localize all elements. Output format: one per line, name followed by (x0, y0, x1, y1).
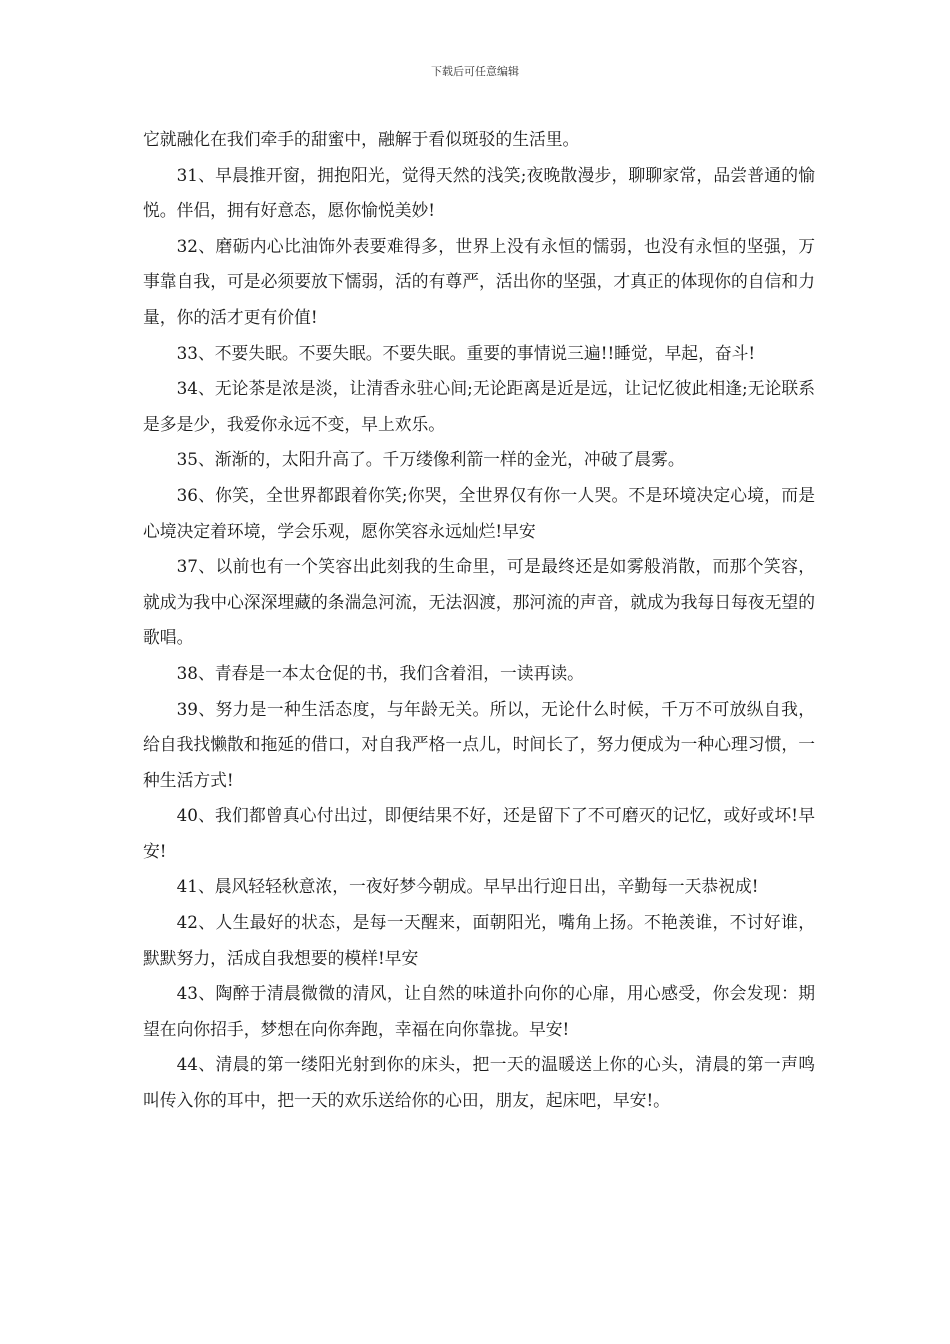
paragraph-continuation: 它就融化在我们牵手的甜蜜中，融解于看似斑驳的生活里。 (143, 129, 580, 149)
paragraph-44: 44、清晨的第一缕阳光射到你的床头，把一天的温暖送上你的心头，清晨的第一声鸣叫传入你的耳中，把一天的欢乐送给你的心田，朋友，起床吧，早安!。 (143, 1054, 815, 1111)
paragraph-34: 34、无论茶是浓是淡，让清香永驻心间;无论距离是近是远，让记忆彼此相逢;无论联系是多是少，我爱你永远不变，早上欢乐。 (143, 378, 815, 434)
paragraph-36: 36、你笑，全世界都跟着你笑;你哭，全世界仅有你一人哭。不是环境决定心境，而是心境决定着环境，学会乐观，愿你笑容永远灿烂!早安 (143, 484, 815, 541)
document-body (143, 122, 815, 1119)
paragraph-42: 42、人生最好的状态，是每一天醒来，面朝阳光，嘴角上扬。不艳羡谁，不讨好谁，默默努力，活成自我想要的模样!早安 (143, 912, 815, 968)
paragraph-39: 39、努力是一种生活态度，与年龄无关。所以，无论什么时候，千万不可放纵自我，给自我找懒散和拖延的借口，对自我严格一点儿，时间长了，努力便成为一种心理习惯，一种生活方式! (143, 698, 815, 790)
paragraph-43: 43、陶醉于清晨微微的清风，让自然的味道扑向你的心扉，用心感受，你会发现：期望在向你招手，梦想在向你奔跑，幸福在向你靠拢。早安! (143, 983, 815, 1039)
page-header: 下载后可任意编辑 (431, 65, 519, 78)
paragraph-40: 40、我们都曾真心付出过，即便结果不好，还是留下了不可磨灭的记忆，或好或坏!早安! (143, 805, 815, 861)
paragraph-31: 31、早晨推开窗，拥抱阳光，觉得天然的浅笑;夜晚散漫步，聊聊家常，品尝普通的愉悦。伴侣，拥有好意态，愿你愉悦美妙! (143, 164, 815, 221)
paragraph-35: 35、渐渐的，太阳升高了。千万缕像利箭一样的金光，冲破了晨雾。 (176, 449, 685, 470)
paragraph-41: 41、晨风轻轻秋意浓，一夜好梦今朝成。早早出行迎日出，辛勤每一天恭祝成! (176, 876, 759, 897)
paragraph-37: 37、以前也有一个笑容出此刻我的生命里，可是最终还是如雾般消散，而那个笑容，就成为我中心深深埋藏的条湍急河流，无法泅渡，那河流的声音，就成为我每日每夜无望的歌唱。 (143, 556, 815, 648)
paragraph-32: 32、磨砺内心比油饰外表要难得多，世界上没有永恒的懦弱，也没有永恒的坚强，万事靠自我，可是必须要放下懦弱，活的有尊严，活出你的坚强，才真正的体现你的自信和力量，你的活才更有价值! (143, 235, 815, 327)
paragraph-33: 33、不要失眠。不要失眠。不要失眠。重要的事情说三遍!!睡觉，早起，奋斗! (176, 342, 756, 363)
paragraph-38: 38、青春是一本太仓促的书，我们含着泪，一读再读。 (176, 662, 584, 683)
